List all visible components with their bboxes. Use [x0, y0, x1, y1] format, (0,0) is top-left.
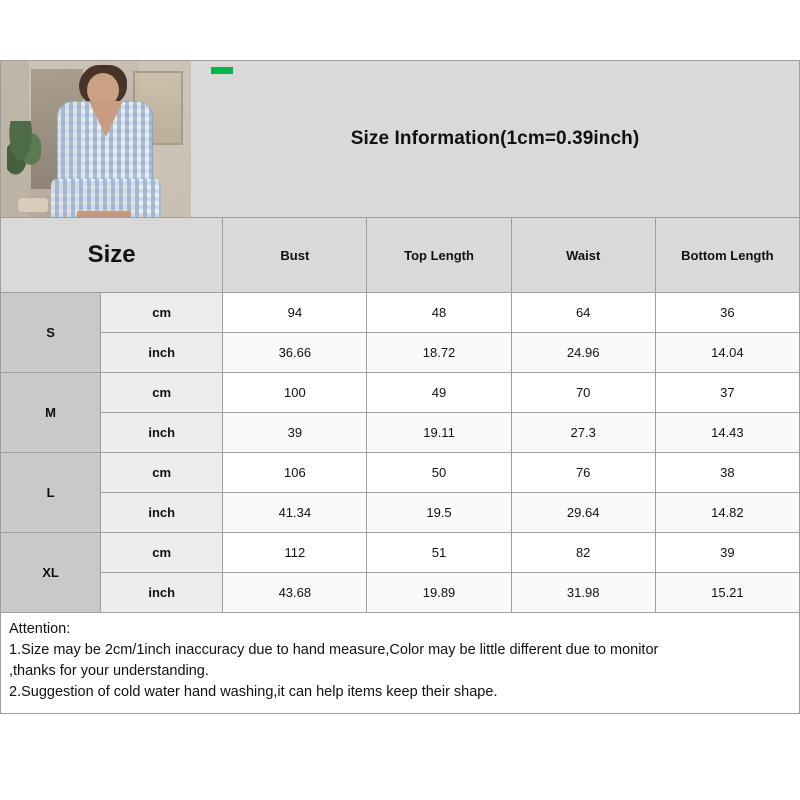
table-row [1, 573, 800, 613]
column-header-size: Size [1, 218, 223, 293]
header-band [0, 60, 800, 217]
cell-l-cm-waist: 76 [511, 453, 655, 493]
attention-heading: Attention: [9, 621, 71, 637]
table-row [1, 493, 800, 533]
cell-s-cm-waist: 64 [511, 293, 655, 333]
cell-m-cm-top-length: 49 [367, 373, 511, 413]
cell-s-cm-bottom-length: 36 [655, 293, 799, 333]
table-row [1, 333, 800, 373]
size-label-s: S [1, 293, 101, 373]
cell-m-cm-bust: 100 [223, 373, 367, 413]
cell-s-inch-waist: 24.96 [511, 333, 655, 373]
column-header-waist: Waist [511, 218, 655, 293]
table-row [1, 533, 800, 573]
cell-xl-inch-top-length: 19.89 [367, 573, 511, 613]
cell-l-cm-bust: 106 [223, 453, 367, 493]
cell-xl-inch-waist: 31.98 [511, 573, 655, 613]
unit-label-cm: cm [101, 293, 223, 333]
cell-s-inch-bust: 36.66 [223, 333, 367, 373]
cell-m-inch-top-length: 19.11 [367, 413, 511, 453]
cell-s-cm-bust: 94 [223, 293, 367, 333]
cell-xl-cm-bottom-length: 39 [655, 533, 799, 573]
cell-xl-cm-bust: 112 [223, 533, 367, 573]
size-chart-sheet [0, 60, 800, 714]
table-row [1, 373, 800, 413]
cell-xl-cm-top-length: 51 [367, 533, 511, 573]
photo-plant [7, 121, 41, 183]
unit-label-cm: cm [101, 373, 223, 413]
attention-line-2: ,thanks for your understanding. [9, 663, 209, 679]
table-header-row [1, 218, 800, 293]
size-label-xl: XL [1, 533, 101, 613]
cell-s-cm-top-length: 48 [367, 293, 511, 333]
green-accent-marker [211, 67, 233, 74]
cell-l-inch-bottom-length: 14.82 [655, 493, 799, 533]
cell-l-cm-top-length: 50 [367, 453, 511, 493]
column-header-top-length: Top Length [367, 218, 511, 293]
unit-label-inch: inch [101, 493, 223, 533]
unit-label-inch: inch [101, 413, 223, 453]
cell-l-inch-bust: 41.34 [223, 493, 367, 533]
attention-line-3: 2.Suggestion of cold water hand washing,it can help items keep their shape. [9, 684, 498, 700]
cell-xl-inch-bust: 43.68 [223, 573, 367, 613]
cell-l-cm-bottom-length: 38 [655, 453, 799, 493]
table-row [1, 413, 800, 453]
page-title: Size Information(1cm=0.39inch) [350, 128, 640, 149]
table-row [1, 293, 800, 333]
photo-model-neckline [89, 101, 123, 137]
cell-m-cm-bottom-length: 37 [655, 373, 799, 413]
attention-line-1: 1.Size may be 2cm/1inch inaccuracy due to hand measure,Color may be little different due to monitor [9, 642, 659, 658]
unit-label-inch: inch [101, 573, 223, 613]
column-header-bust: Bust [223, 218, 367, 293]
size-label-m: M [1, 373, 101, 453]
product-photo [1, 61, 191, 217]
cell-m-inch-bust: 39 [223, 413, 367, 453]
column-header-bottom-length: Bottom Length [655, 218, 799, 293]
unit-label-inch: inch [101, 333, 223, 373]
size-label-l: L [1, 453, 101, 533]
cell-xl-inch-bottom-length: 15.21 [655, 573, 799, 613]
unit-label-cm: cm [101, 453, 223, 493]
attention-note [0, 613, 800, 714]
cell-m-cm-waist: 70 [511, 373, 655, 413]
photo-model-legs [77, 211, 131, 217]
cell-xl-cm-waist: 82 [511, 533, 655, 573]
cell-m-inch-waist: 27.3 [511, 413, 655, 453]
unit-label-cm: cm [101, 533, 223, 573]
cell-l-inch-waist: 29.64 [511, 493, 655, 533]
cell-m-inch-bottom-length: 14.43 [655, 413, 799, 453]
table-row [1, 453, 800, 493]
size-table [0, 217, 800, 613]
cell-l-inch-top-length: 19.5 [367, 493, 511, 533]
photo-shoe [17, 197, 49, 213]
cell-s-inch-bottom-length: 14.04 [655, 333, 799, 373]
title-cell [191, 61, 799, 217]
product-photo-image [1, 61, 191, 217]
cell-s-inch-top-length: 18.72 [367, 333, 511, 373]
